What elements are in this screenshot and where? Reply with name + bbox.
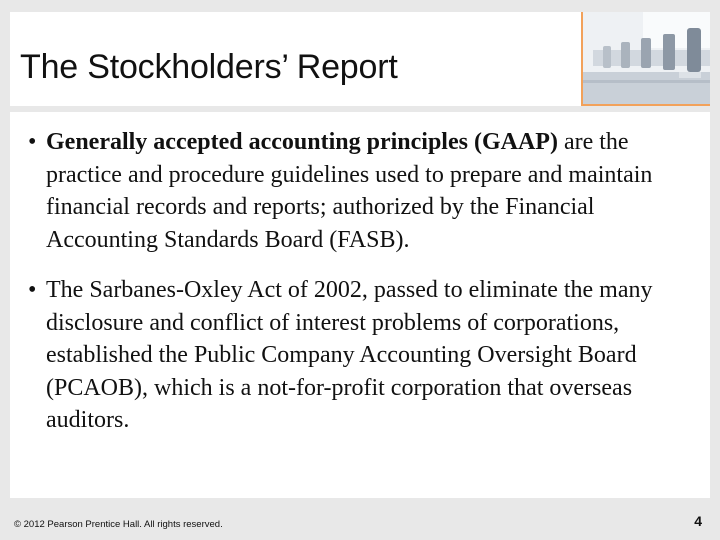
bullet-gaap-text: are the practice and procedure guidelines used to prepare and maintain financial records and reports; authorized by the Financial Accounting Standards Board (FASB). bbox=[46, 129, 653, 253]
bullet-marker: • bbox=[28, 277, 37, 303]
slide-title: The Stockholders’ Report bbox=[20, 48, 398, 86]
content-area bbox=[10, 112, 710, 498]
page-number: 4 bbox=[694, 513, 702, 529]
conference-room-image bbox=[581, 12, 710, 106]
bullet-gaap bbox=[46, 126, 702, 256]
bullet-sox-text: The Sarbanes-Oxley Act of 2002, passed to eliminate the many disclosure and conflict of interest problems of corporations, established the Public Company Accounting Oversight Board (PCAOB), which is a not-for-profit corporation that overseas auditors. bbox=[46, 277, 653, 433]
bullet-marker: • bbox=[28, 129, 37, 155]
bullet-gaap-term: Generally accepted accounting principles (GAAP) bbox=[46, 129, 558, 155]
copyright-notice: © 2012 Pearson Prentice Hall. All rights reserved. bbox=[14, 519, 223, 530]
bullet-sox bbox=[46, 274, 702, 437]
footer bbox=[10, 502, 710, 540]
conference-room-chairs-icon bbox=[583, 12, 710, 106]
